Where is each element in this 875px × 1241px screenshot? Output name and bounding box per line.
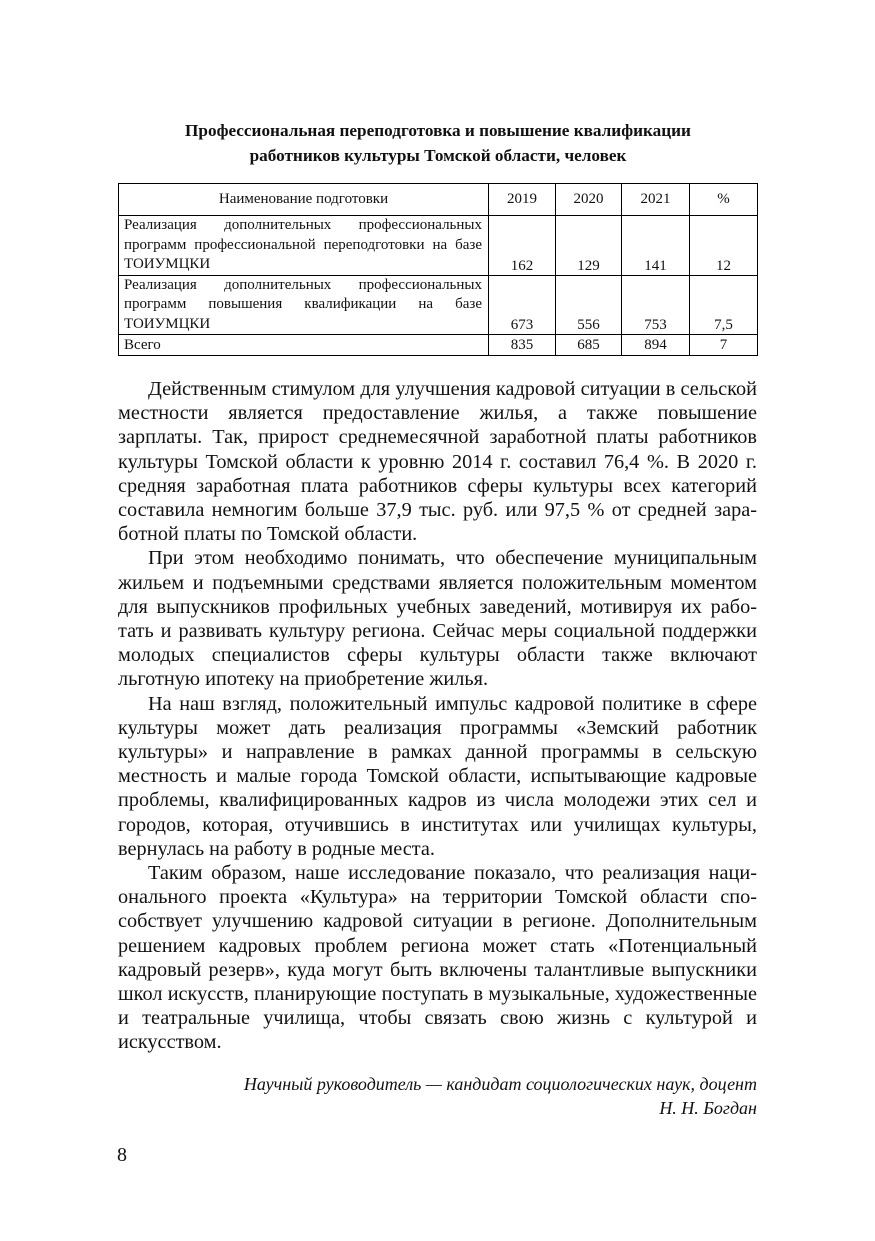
body-text: [118, 377, 757, 1055]
paragraph: На наш взгляд, положительный импульс кадровой политике в сфере культуры может дать реализация программы «Земский работник культуры» и направление в рамках данной программы в сельскую местность и малые города Томской области, испытывающие кадровые проблемы, квалифицированных кадров из числа молодежи этих сел и городов, которая, отучившись в институтах или училищах культуры, вернулась на работу в родные места.: [118, 692, 757, 860]
row-name: Реализация дополнительных профессиональных программ повышения квалификации на базе ТОИУМЦКИ: [119, 275, 489, 335]
header-percent: %: [690, 184, 758, 216]
row-2021: 141: [622, 216, 690, 276]
table-header-row: [119, 184, 758, 216]
page-number: 8: [117, 1144, 127, 1166]
row-2020: 556: [556, 275, 622, 335]
table-caption: [118, 118, 758, 168]
header-2021: 2021: [622, 184, 690, 216]
row-2020: 685: [556, 335, 622, 356]
paragraph: При этом необходимо понимать, что обеспечение муниципальным жильем и подъемными средствами является положительным моментом для выпускников профильных учебных заведений, мотивируя их работать и развивать культуру региона. Сейчас меры социальной поддержки молодых специалистов сферы культуры области также включают льготную ипотеку на приобретение жилья.: [118, 547, 757, 691]
header-name: Наименование подготовки: [119, 184, 489, 216]
row-name: Всего: [119, 335, 489, 356]
signature-title: Научный руководитель — кандидат социологических наук, доцент: [243, 1074, 757, 1094]
row-2019: 162: [489, 216, 556, 276]
caption-line-2: работников культуры Томской области, человек: [249, 146, 627, 165]
table-row: [119, 275, 758, 335]
row-2019: 673: [489, 275, 556, 335]
row-percent: 7: [690, 335, 758, 356]
paragraph: Действенным стимулом для улучшения кадровой ситуации в сельской местности является предоставление жилья, а также повышение зарплаты. Так, прирост среднемесячной заработной платы работников культуры Томской области к уровню 2014 г. составил 76,4 %. В 2020 г. средняя заработная плата работников сферы культуры всех категорий составила немногим больше 37,9 тыс. руб. или 97,5 % от средней заработной платы по Томской области.: [118, 378, 757, 546]
row-name: Реализация дополнительных профессиональных программ профессиональной переподготовки на базе ТОИУМЦКИ: [119, 216, 489, 276]
header-2019: 2019: [489, 184, 556, 216]
row-2021: 894: [622, 335, 690, 356]
signature-author: Н. Н. Богдан: [659, 1098, 757, 1118]
training-table: [118, 183, 758, 356]
table-total-row: [119, 335, 758, 356]
header-2020: 2020: [556, 184, 622, 216]
row-2020: 129: [556, 216, 622, 276]
row-percent: 12: [690, 216, 758, 276]
row-2019: 835: [489, 335, 556, 356]
paragraph: Таким образом, наше исследование показало, что реализация национального проекта «Культура» на территории Томской области способствует улучшению кадровой ситуации в регионе. Дополнительным решением кадровых проблем региона может стать «Потенциальный кадровый резерв», куда могут быть включены талантливые выпускники школ искусств, планирующие поступать в музыкальные, художественные и театральные училища, чтобы связать свою жизнь с культурой и искусством.: [118, 862, 757, 1054]
caption-line-1: Профессиональная переподготовка и повышение квалификации: [185, 121, 691, 140]
signature: [118, 1072, 757, 1120]
row-2021: 753: [622, 275, 690, 335]
table-row: [119, 216, 758, 276]
row-percent: 7,5: [690, 275, 758, 335]
